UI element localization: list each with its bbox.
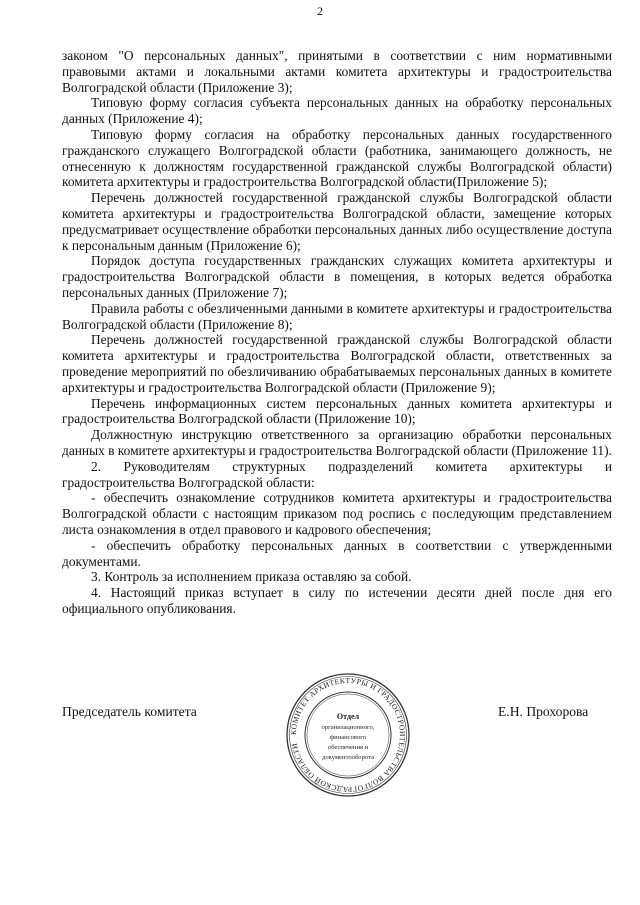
stamp-line-5: документооборота	[321, 754, 375, 761]
document-body	[62, 48, 612, 617]
paragraph-appendix-6: Перечень должностей государственной гражданской службы Волгоградской области комитета архитектуры и градостроительства Волгоградской области, замещение которых предусматривает осуществление обработки персональных данных либо осуществление доступа к персональным данным (Приложение 6);	[62, 190, 612, 253]
page-number: 2	[317, 4, 323, 18]
paragraph-appendix-11: Должностную инструкцию ответственного за организацию обработки персональных данных в комитете архитектуры и градостроительства Волгоградской области (Приложение 11).	[62, 427, 612, 458]
paragraph-law-reference: законом "О персональных данных", принятыми в соответствии с ним нормативными правовыми актами и локальными актами комитета архитектуры и градостроительства Волгоградской области (Приложение 3);	[62, 48, 612, 95]
paragraph-item-2-bullet-1: - обеспечить ознакомление сотрудников комитета архитектуры и градостроительства Волгоградской области с настоящим приказом под роспись с последующим представлением листа ознакомления в отдел правового и кадрового обеспечения;	[62, 490, 612, 537]
paragraph-item-3: 3. Контроль за исполнением приказа оставляю за собой.	[91, 569, 412, 585]
paragraph-item-2-bullet-2: - обеспечить обработку персональных данных в соответствии с утвержденными документами.	[62, 537, 612, 569]
paragraph-appendix-9: Перечень должностей государственной гражданской службы Волгоградской области комитета архитектуры и градостроительства Волгоградской области, ответственных за проведение мероприятий по обезличиванию обрабатываемых персональных данных в комитете архитектуры и градостроительства Волгоградской области (Приложение 9);	[62, 332, 612, 395]
paragraph-appendix-10: Перечень информационных систем персональных данных комитета архитектуры и градостроительства Волгоградской области (Приложение 10);	[62, 395, 612, 427]
stamp-line-3: финансового	[329, 734, 367, 741]
stamp-ring-text: КОМИТЕТ АРХИТЕКТУРЫ И ГРАДОСТРОИТЕЛЬСТВА ВОЛГОГРАДСКОЙ ОБЛАСТИ	[288, 675, 408, 795]
stamp-line-2: организационного,	[321, 724, 375, 731]
paragraph-appendix-8: Правила работы с обезличенными данными в комитете архитектуры и градостроительства Волгоградской области (Приложение 8);	[62, 300, 612, 332]
official-stamp	[285, 672, 411, 798]
paragraph-item-2: 2. Руководителям структурных подразделений комитета архитектуры и градостроительства Волгоградской области:	[62, 458, 612, 490]
signature-name: Е.Н. Прохорова	[498, 704, 589, 719]
signature-position: Председатель комитета	[62, 704, 197, 719]
stamp-line-4: обеспечения и	[327, 744, 369, 751]
paragraph-appendix-7: Порядок доступа государственных гражданских служащих комитета архитектуры и градостроительства Волгоградской области в помещения, в которых ведется обработка персональных данных (Приложение 7);	[62, 253, 612, 300]
paragraph-appendix-5: Типовую форму согласия на обработку персональных данных государственного гражданского служащего Волгоградской области (работника, занимающего должность, не отнесенную к должностям государственной гражданской службы Волгоградской области) комитета архитектуры и градостроительства Волгоградской области(Приложение 5);	[62, 126, 612, 190]
stamp-line-1: Отдел	[336, 712, 360, 721]
paragraph-appendix-4: Типовую форму согласия субъекта персональных данных на обработку персональных данных (Приложение 4);	[62, 95, 612, 127]
paragraph-item-4: 4. Настоящий приказ вступает в силу по истечении десяти дней после дня его официального опубликования.	[62, 585, 612, 616]
